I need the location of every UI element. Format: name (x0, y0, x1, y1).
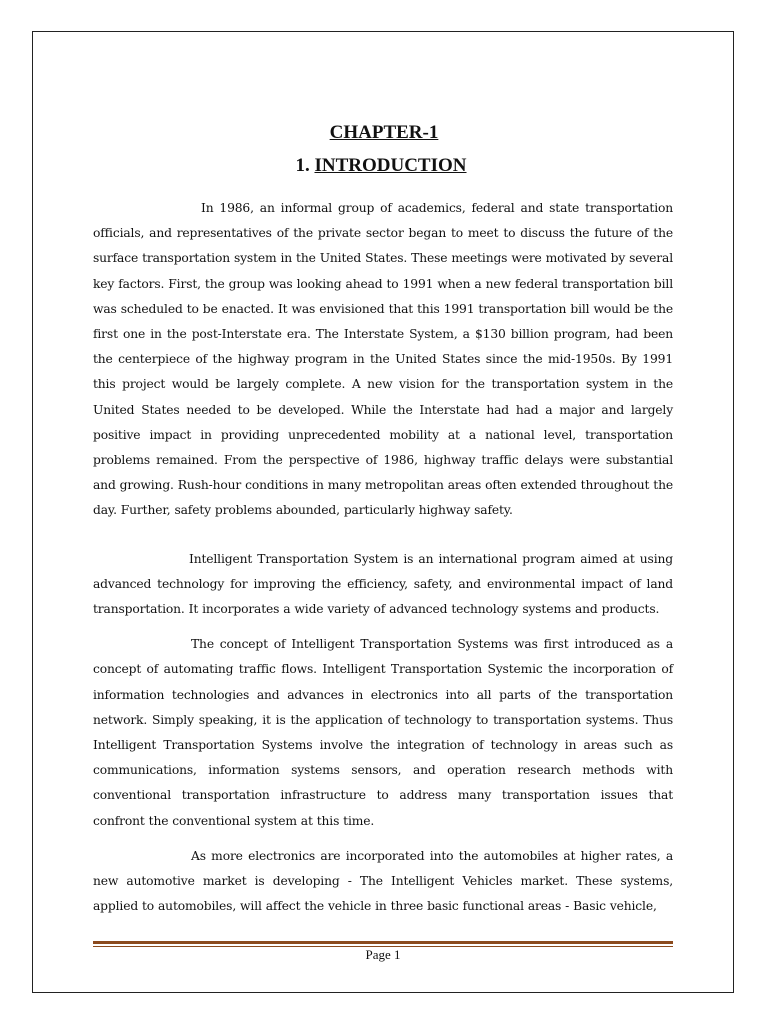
paragraph-2: Intelligent Transportation System is an international program aimed at using advanced technology for improving the efficiency, safety, and environmental impact of land transportation. It incorporates a wide variety of advanced technology systems and products. (93, 551, 673, 617)
paragraph-3: The concept of Intelligent Transportation Systems was first introduced as a concept of automating traffic flows. Intelligent Transportation Systemic the incorporation of information technologies and advances in electronics into all parts of the transportation network. Simply speaking, it is the application of technology to transportation systems. Thus Intelligent Transportation Systems involve the integration of technology in areas such as communications, information systems sensors, and operation research methods with conventional transportation infrastructure to address many transportation issues that confront the conventional system at this time. (93, 637, 673, 828)
paragraph-4: As more electronics are incorporated into the automobiles at higher rates, a new automotive market is developing - The Intelligent Vehicles market. These systems, applied to automobiles, will affect the vehicle in three basic functional areas - Basic vehicle, (93, 848, 673, 914)
footer-rule-thick (93, 941, 673, 944)
page-number: Page 1 (365, 947, 401, 962)
section-heading (0, 155, 762, 177)
section-number: 1. (295, 155, 310, 176)
section-title: INTRODUCTION (314, 155, 467, 176)
document-body (93, 196, 673, 919)
chapter-heading: CHAPTER-1 (329, 122, 439, 143)
paragraph-1: In 1986, an informal group of academics, federal and state transportation officials, and representatives of the private sector began to meet to discuss the future of the surface transportation system in the United States. These meetings were motivated by several key factors. First, the group was looking ahead to 1991 when a new federal transportation bill was scheduled to be enacted. It was envisioned that this 1991 transportation bill would be the first one in the post-Interstate era. The Interstate System, a $130 billion program, had been the centerpiece of the highway program in the United States since the mid-1950s. By 1991 this project would be largely complete. A new vision for the transportation system in the United States needed to be developed. While the Interstate had had a major and largely positive impact in providing unprecedented mobility at a national level, transportation problems remained. From the perspective of 1986, highway traffic delays were substantial and growing. Rush-hour conditions in many metropolitan areas often extended throughout the day. Further, safety problems abounded, particularly highway safety. (93, 201, 673, 518)
